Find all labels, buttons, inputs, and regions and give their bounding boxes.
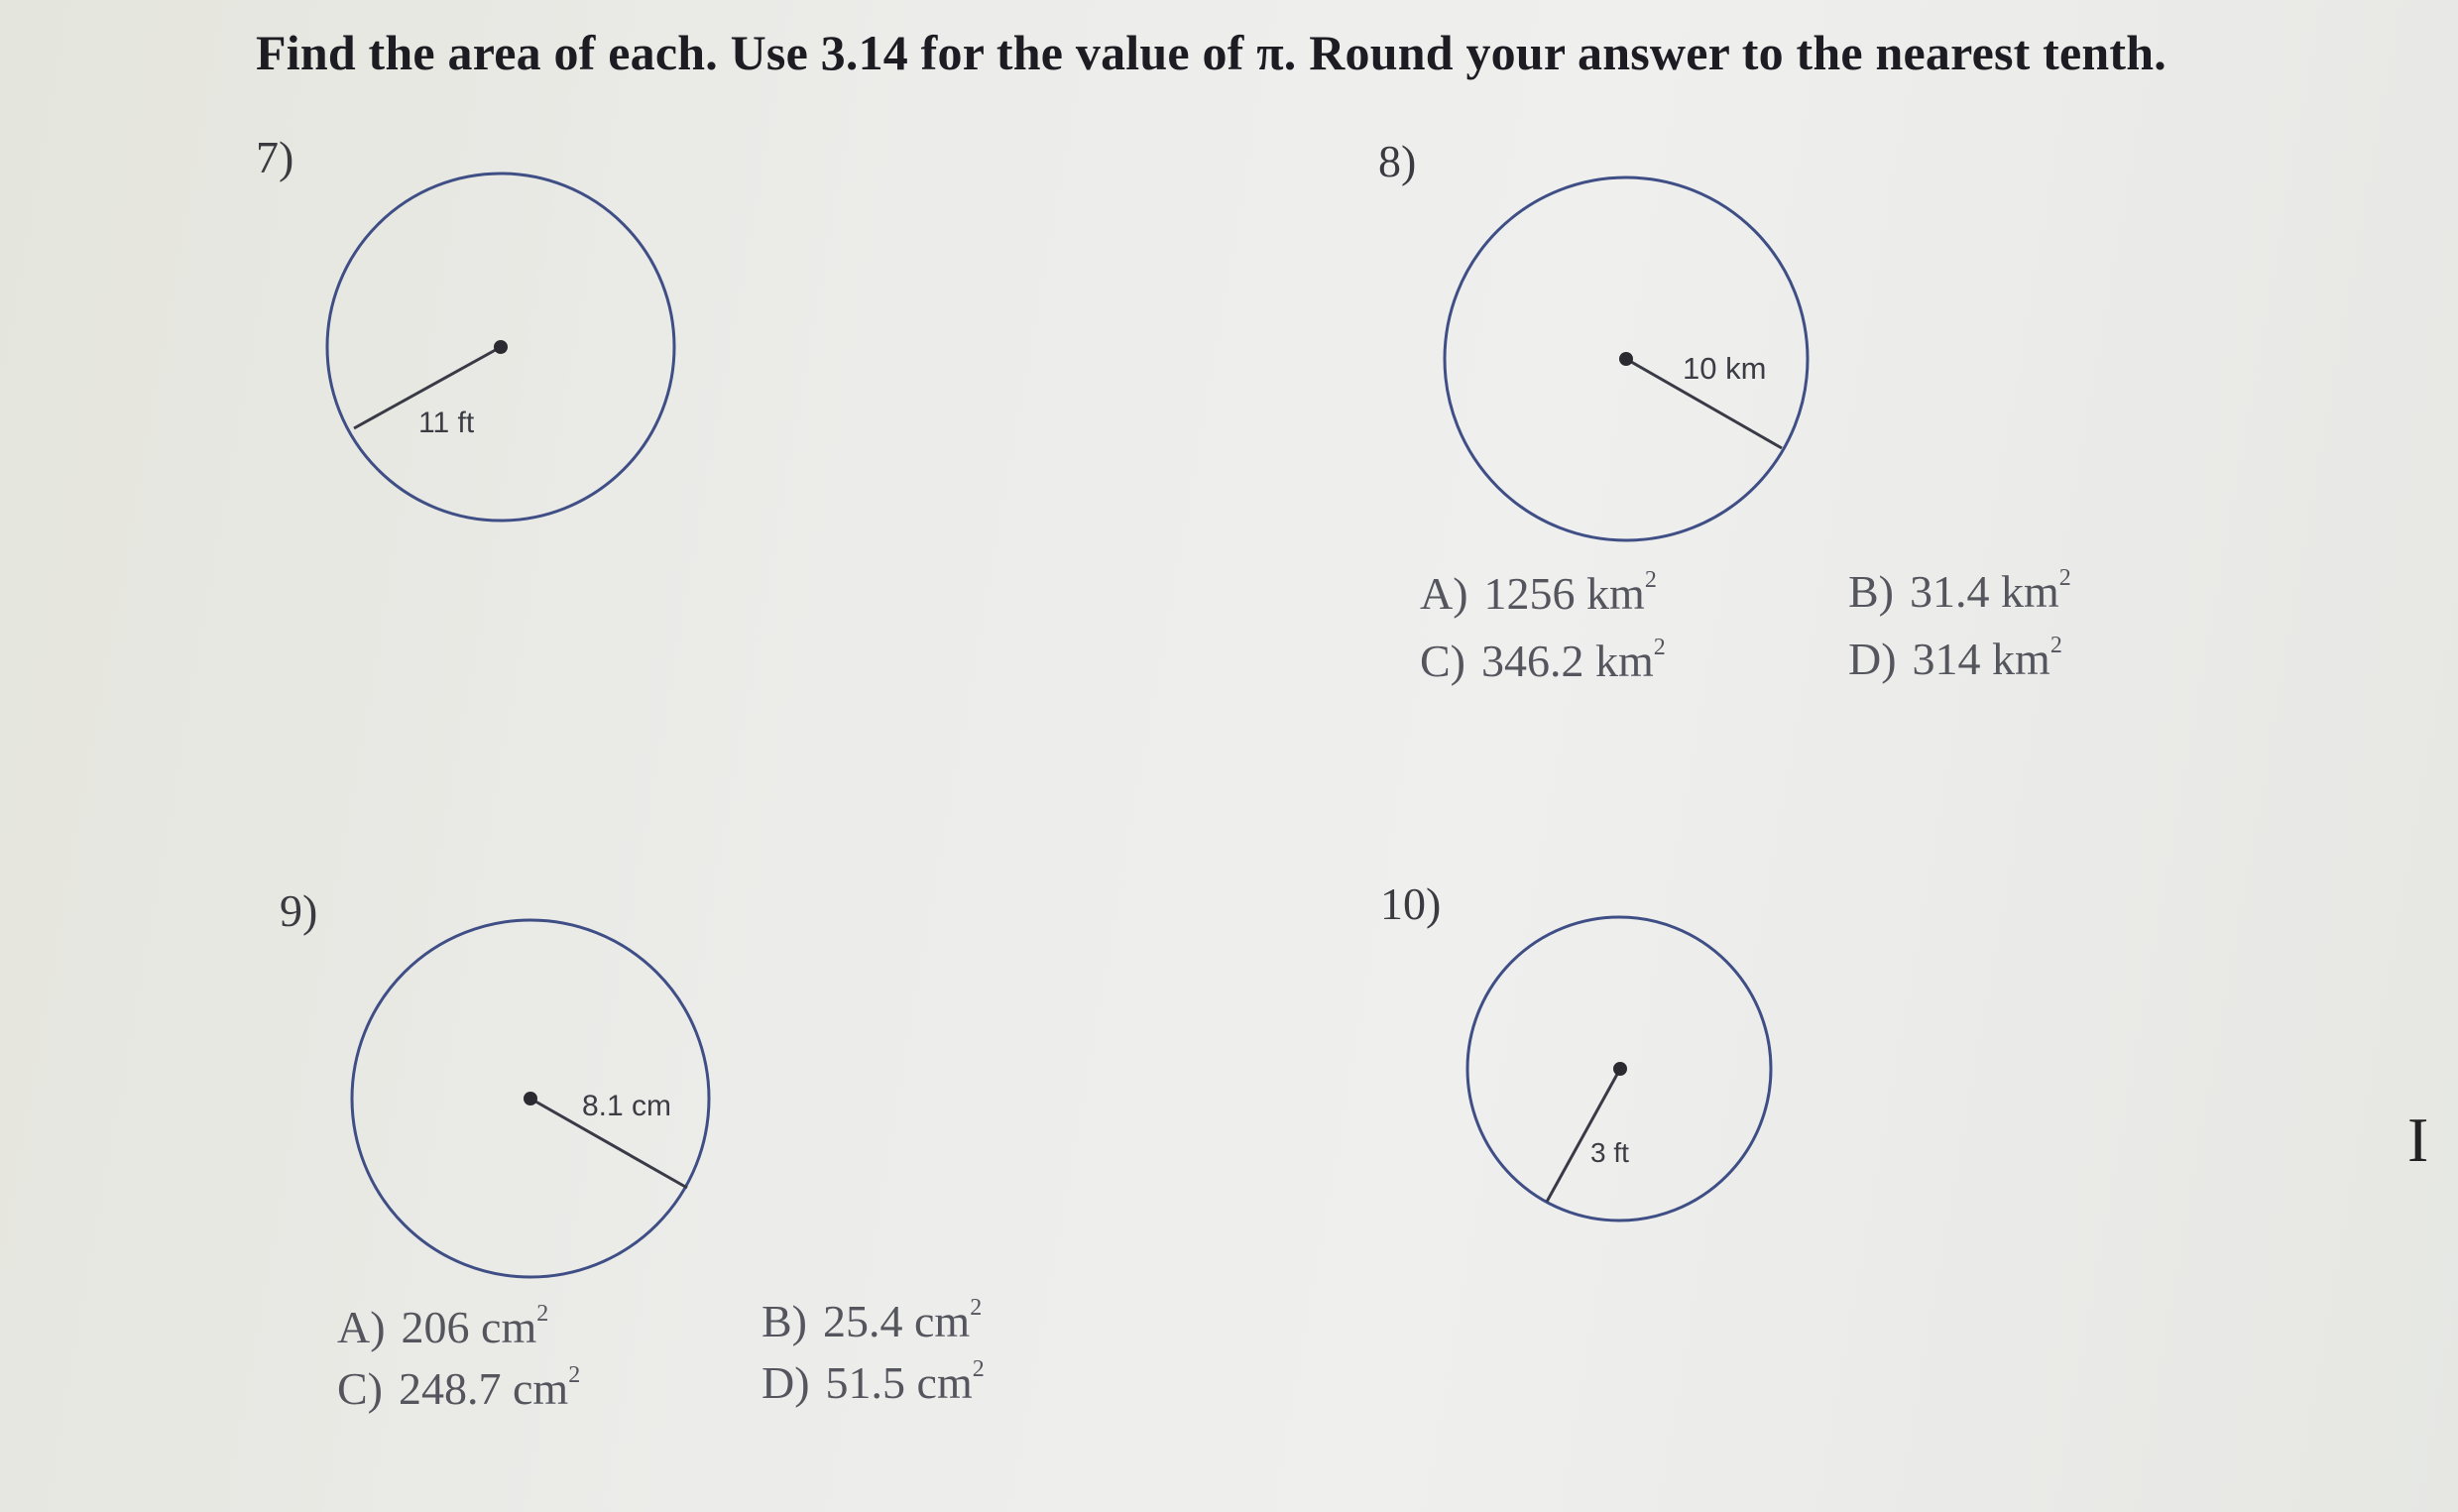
- choice-value: 51.5 cm: [825, 1357, 973, 1408]
- problem-8-radius-label: 10 km: [1683, 351, 1767, 386]
- problem-8-choice-b[interactable]: [1848, 565, 2071, 618]
- choice-letter: D): [1848, 634, 1897, 684]
- problem-7-center-dot: [494, 340, 508, 354]
- choice-exponent: 2: [568, 1362, 581, 1388]
- choice-exponent: 2: [1644, 567, 1657, 593]
- problem-7-radius-label: 11 ft: [418, 407, 475, 439]
- problem-8-circle-diagram: [1428, 164, 1824, 550]
- choice-letter: B): [1848, 566, 1894, 617]
- problem-9-choice-a[interactable]: [337, 1301, 548, 1353]
- choice-exponent: 2: [2058, 565, 2071, 591]
- choice-letter: A): [1420, 568, 1468, 619]
- choice-letter: C): [1420, 636, 1465, 686]
- choice-exponent: 2: [2049, 633, 2062, 658]
- problem-7-circle-diagram: [317, 164, 694, 530]
- instructions-heading: Find the area of each. Use 3.14 for the value of π. Round your answer to the nearest tenth.: [256, 25, 2166, 80]
- choice-value: 31.4 km: [1910, 566, 2059, 617]
- choice-exponent: 2: [970, 1295, 983, 1321]
- problem-9-choice-c[interactable]: [337, 1362, 580, 1415]
- problem-9-choice-d[interactable]: [761, 1356, 985, 1409]
- choice-value: 1256 km: [1483, 568, 1645, 619]
- problem-10-circle-diagram: [1448, 902, 1785, 1229]
- problem-10-radius-label: 3 ft: [1590, 1137, 1629, 1168]
- problem-10-radius: [1547, 1069, 1620, 1202]
- text-cursor-icon: I: [2407, 1105, 2429, 1175]
- problem-10-center-dot: [1613, 1062, 1627, 1076]
- problem-8-center-dot: [1619, 352, 1633, 366]
- choice-exponent: 2: [1653, 635, 1666, 660]
- problem-9-number: 9): [280, 885, 318, 936]
- problem-10-number: 10): [1380, 878, 1442, 929]
- choice-exponent: 2: [972, 1356, 985, 1382]
- choice-letter: A): [337, 1302, 386, 1352]
- problem-9-center-dot: [524, 1092, 537, 1105]
- choice-letter: D): [761, 1357, 810, 1408]
- choice-value: 314 km: [1912, 634, 2050, 684]
- choice-value: 346.2 km: [1481, 636, 1654, 686]
- choice-value: 206 cm: [401, 1302, 537, 1352]
- choice-value: 248.7 cm: [399, 1363, 569, 1414]
- problem-8-number: 8): [1378, 136, 1417, 186]
- problem-9-circle-diagram: [337, 907, 734, 1299]
- problem-8-choice-c[interactable]: [1420, 635, 1666, 687]
- choice-letter: B): [761, 1296, 807, 1346]
- choice-value: 25.4 cm: [823, 1296, 971, 1346]
- problem-9-choice-b[interactable]: [761, 1295, 982, 1347]
- problem-8-choice-d[interactable]: [1848, 633, 2062, 685]
- choice-exponent: 2: [536, 1301, 549, 1327]
- choice-letter: C): [337, 1363, 383, 1414]
- problem-7-number: 7): [256, 132, 294, 182]
- problem-9-radius-label: 8.1 cm: [582, 1090, 672, 1122]
- problem-8-choice-a[interactable]: [1420, 567, 1657, 620]
